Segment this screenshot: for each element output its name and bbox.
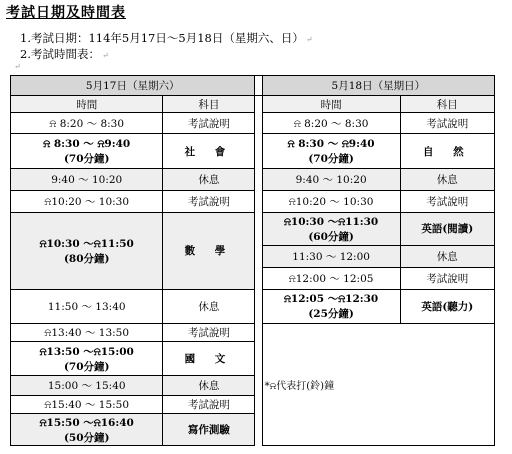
day2-subject-header: 科目 xyxy=(400,96,494,112)
day1-time-cell: ⍾10:20 ～ 10:30 xyxy=(11,191,163,212)
day2-subject-cell: 自 然 xyxy=(400,134,494,169)
duration: (70分鐘) xyxy=(63,153,110,166)
schedule-heading-text: 2.考試時間表： xyxy=(20,47,100,61)
day1-subject-cell: 考試說明 xyxy=(163,191,255,212)
day1-time-cell xyxy=(11,134,163,169)
duration: (70分鐘) xyxy=(308,153,354,166)
day1-subject-cell: 數 學 xyxy=(163,212,255,289)
day1-time-cell xyxy=(11,414,163,446)
day2-time-cell xyxy=(262,134,400,169)
paragraph-mark: ↵ xyxy=(14,62,21,71)
day2-time-cell xyxy=(262,212,400,245)
bell-note: *⍾代表打(鈴)鐘 xyxy=(262,324,494,446)
exam-dates-text: 1.考試日期：114年5月17日～5月18日（星期六、日） xyxy=(20,31,304,45)
day2-time-header: 時間 xyxy=(262,96,400,112)
time-range: ⍾15:50 ～⍾16:40 xyxy=(39,416,134,429)
time-range: ⍾12:05 ～⍾12:30 xyxy=(283,293,379,306)
day2-subject-cell: 考試說明 xyxy=(400,268,494,289)
document-title: 考試日期及時間表 xyxy=(6,5,126,21)
day1-subject-cell: 寫作測驗 xyxy=(163,414,255,446)
day1-subject-cell: 社 會 xyxy=(163,134,255,169)
day2-time-cell: ⍾10:20 ～ 10:30 xyxy=(262,191,400,212)
day1-time-cell: 11:50 ～ 13:40 xyxy=(11,289,163,324)
schedule-table xyxy=(10,75,495,446)
paragraph-mark: ↵ xyxy=(101,51,109,60)
day1-time-cell: 15:00 ～ 15:40 xyxy=(11,376,163,395)
day2-subject-cell: 休息 xyxy=(400,245,494,267)
day1-subject-cell: 休息 xyxy=(163,289,255,324)
duration: (25分鐘) xyxy=(308,308,354,321)
day2-time-cell: 11:30 ～ 12:00 xyxy=(262,245,400,267)
duration: (50分鐘) xyxy=(63,431,110,444)
day1-time-cell: ⍾13:40 ～ 13:50 xyxy=(11,324,163,341)
time-range: ⍾13:50 ～⍾15:00 xyxy=(39,345,134,358)
duration: (60分鐘) xyxy=(308,230,354,243)
day2-time-cell: ⍾ 8:20 ～ 8:30 xyxy=(262,112,400,133)
day2-subject-cell: 考試說明 xyxy=(400,112,494,133)
day1-subject-header: 科目 xyxy=(163,96,255,112)
day1-subject-cell: 考試說明 xyxy=(163,324,255,341)
day1-time-cell: ⍾ 8:20 ～ 8:30 xyxy=(11,112,163,133)
duration: (80分鐘) xyxy=(63,252,110,265)
day1-subject-cell: 考試說明 xyxy=(163,112,255,133)
day1-subject-cell: 國 文 xyxy=(163,341,255,376)
time-range: ⍾10:30 ～⍾11:50 xyxy=(39,237,134,250)
day1-time-header: 時間 xyxy=(11,96,163,112)
day2-time-cell: 9:40 ～ 10:20 xyxy=(262,168,400,190)
day2-subject-cell: 英語(聽力) xyxy=(400,289,494,324)
time-range: ⍾ 8:30 ～ ⍾9:40 xyxy=(43,138,131,151)
day2-subject-cell: 英語(閱讀) xyxy=(400,212,494,245)
day2-time-cell xyxy=(262,289,400,324)
day1-header: 5月17日（星期六） xyxy=(11,76,255,96)
duration: (70分鐘) xyxy=(63,360,110,373)
day1-time-cell: ⍾15:40 ～ 15:50 xyxy=(11,395,163,413)
day1-time-cell xyxy=(11,212,163,289)
exam-dates-line xyxy=(20,30,313,46)
time-range: ⍾10:30 ～⍾11:30 xyxy=(283,215,379,228)
paragraph-mark: ↵ xyxy=(305,35,313,44)
day1-subject-cell: 休息 xyxy=(163,168,255,190)
day2-header: 5月18日（星期日） xyxy=(262,76,494,96)
time-range: ⍾ 8:30 ～ ⍾9:40 xyxy=(287,138,375,151)
day2-time-cell: ⍾12:00 ～ 12:05 xyxy=(262,268,400,289)
day1-subject-cell: 考試說明 xyxy=(163,395,255,413)
schedule-heading-line xyxy=(20,46,109,62)
day1-time-cell xyxy=(11,341,163,376)
column-gap xyxy=(255,76,262,96)
day2-subject-cell: 考試說明 xyxy=(400,191,494,212)
day1-subject-cell: 休息 xyxy=(163,376,255,395)
day2-subject-cell: 休息 xyxy=(400,168,494,190)
day1-time-cell: 9:40 ～ 10:20 xyxy=(11,168,163,190)
